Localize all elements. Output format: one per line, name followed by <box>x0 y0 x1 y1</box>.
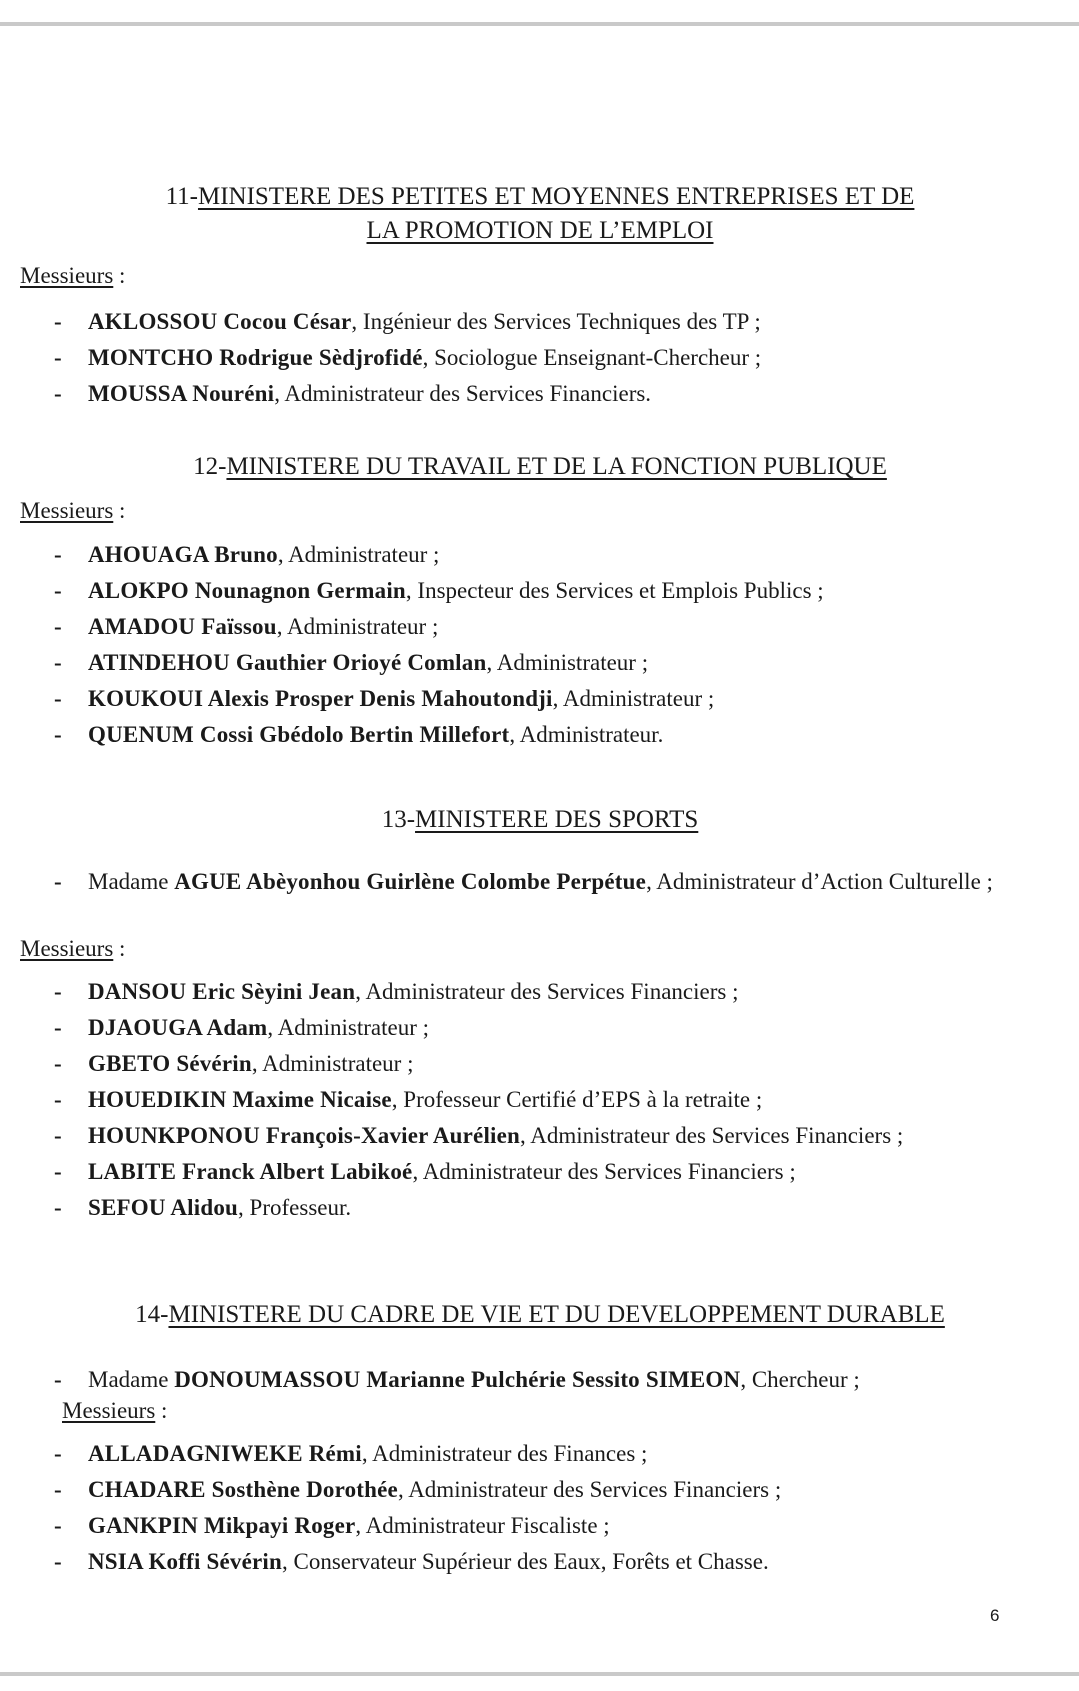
section-14-heading <box>100 1298 980 1332</box>
page-number: 6 <box>990 1606 1000 1625</box>
section-12-heading <box>100 450 980 484</box>
list-item: - ALOKPO Nounagnon Germain, Inspecteur des Services et Emplois Publics ; <box>54 578 824 603</box>
section-14-pre-list <box>48 1366 1008 1402</box>
list-item: - MONTCHO Rodrigue Sèdjrofidé, Sociologue Enseignant-Chercheur ; <box>54 345 762 370</box>
section-number: 12- <box>193 453 227 480</box>
list-item: - ATINDEHOU Gauthier Orioyé Comlan, Administrateur ; <box>54 650 649 675</box>
section-11-list <box>48 308 1008 416</box>
section-number: 13- <box>381 806 416 833</box>
section-13-heading <box>100 803 980 837</box>
list-item: - HOUNKPONOU François-Xavier Aurélien, Administrateur des Services Financiers ; <box>54 1123 904 1148</box>
section-13-list <box>48 978 1008 1230</box>
section-12-messieurs-label: Messieurs : <box>20 498 126 523</box>
list-item: - GANKPIN Mikpayi Roger, Administrateur Fiscaliste ; <box>54 1513 610 1538</box>
section-number: 11- <box>165 183 198 210</box>
section-13-messieurs-label: Messieurs : <box>20 936 126 961</box>
section-11-heading <box>100 180 980 248</box>
section-title-line1: MINISTERE DU CADRE DE VIE ET DU DEVELOPPEMENT DURABLE <box>168 1301 945 1328</box>
list-item: - MOUSSA Nouréni, Administrateur des Services Financiers. <box>54 381 652 406</box>
section-12-list <box>48 541 1008 757</box>
list-item: - GBETO Sévérin, Administrateur ; <box>54 1051 414 1076</box>
list-item: - DJAOUGA Adam, Administrateur ; <box>54 1015 430 1040</box>
list-item: - Madame DONOUMASSOU Marianne Pulchérie Sessito SIMEON, Chercheur ; <box>54 1367 860 1392</box>
list-item: - QUENUM Cossi Gbédolo Bertin Millefort, Administrateur. <box>54 722 664 747</box>
list-item: - DANSOU Eric Sèyini Jean, Administrateur des Services Financiers ; <box>54 979 739 1004</box>
list-item: - ALLADAGNIWEKE Rémi, Administrateur des Finances ; <box>54 1441 648 1466</box>
list-item: - AKLOSSOU Cocou César, Ingénieur des Services Techniques des TP ; <box>54 309 761 334</box>
list-item: - AMADOU Faïssou, Administrateur ; <box>54 614 439 639</box>
list-item: - SEFOU Alidou, Professeur. <box>54 1195 352 1220</box>
section-11-messieurs-label: Messieurs : <box>20 263 126 288</box>
list-item: - LABITE Franck Albert Labikoé, Administrateur des Services Financiers ; <box>54 1159 796 1184</box>
list-item: - CHADARE Sosthène Dorothée, Administrateur des Services Financiers ; <box>54 1477 782 1502</box>
list-item: - NSIA Koffi Sévérin, Conservateur Supérieur des Eaux, Forêts et Chasse. <box>54 1549 769 1574</box>
section-title-line1: MINISTERE DES SPORTS <box>415 806 699 833</box>
list-item: - HOUEDIKIN Maxime Nicaise, Professeur Certifié d’EPS à la retraite ; <box>54 1087 763 1112</box>
section-title-line1: MINISTERE DES PETITES ET MOYENNES ENTREPRISES ET DE <box>197 183 915 210</box>
section-title-line1: MINISTERE DU TRAVAIL ET DE LA FONCTION PUBLIQUE <box>226 453 887 480</box>
section-13-pre-list <box>48 868 1008 904</box>
list-item: - KOUKOUI Alexis Prosper Denis Mahoutondji, Administrateur ; <box>54 686 715 711</box>
section-number: 14- <box>135 1301 169 1328</box>
section-title-line2: LA PROMOTION DE L’EMPLOI <box>366 217 714 244</box>
list-item: - AHOUAGA Bruno, Administrateur ; <box>54 542 440 567</box>
section-14-list <box>48 1440 1008 1584</box>
list-item: - Madame AGUE Abèyonhou Guirlène Colombe Perpétue, Administrateur d’Action Culturelle ; <box>54 869 993 894</box>
section-14-messieurs-label: Messieurs : <box>62 1398 168 1423</box>
